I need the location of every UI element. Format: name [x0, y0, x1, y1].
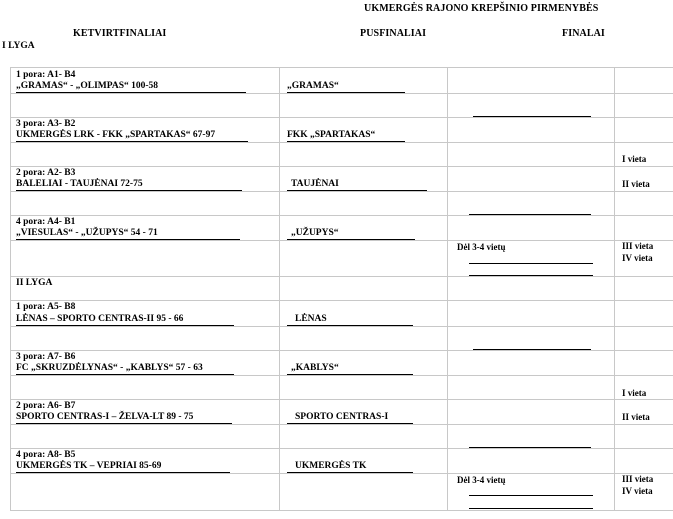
third-place-label: Dėl 3-4 vietų	[457, 242, 506, 252]
grid-line	[10, 276, 673, 277]
match-underline	[16, 423, 232, 424]
place-label: II vieta	[622, 412, 650, 422]
grid-line	[447, 67, 448, 510]
final-slot-line	[469, 447, 591, 448]
grid-line	[10, 448, 673, 449]
third-place-label: Dėl 3-4 vietų	[457, 475, 506, 485]
grid-line	[10, 300, 673, 301]
header-finals: FINALAI	[562, 28, 605, 39]
grid-line	[614, 67, 615, 510]
semifinalist-underline	[287, 239, 415, 240]
grid-line	[10, 67, 11, 510]
match-result: „GRAMAS“ - „OLIMPAS“ 100-58	[16, 81, 159, 91]
match-result: FC „SKRUZDĖLYNAS“ - „KABLYS“ 57 - 63	[16, 363, 203, 373]
third-place-line	[469, 263, 593, 264]
final-slot-line	[473, 349, 591, 350]
match-pair: 4 pora: A4- B1	[16, 217, 76, 227]
semifinalist-underline	[287, 325, 413, 326]
grid-line	[279, 67, 280, 510]
match-result: UKMERGĖS TK – VEPRIAI 85-69	[16, 461, 162, 471]
semifinalist-underline	[287, 190, 427, 191]
match-result: UKMERGĖS LRK - FKK „SPARTAKAS“ 67-97	[16, 130, 216, 140]
semifinalist-underline	[287, 423, 413, 424]
match-pair: 3 pora: A7- B6	[16, 352, 76, 362]
match-pair: 4 pora: A8- B5	[16, 450, 76, 460]
match-underline	[16, 92, 246, 93]
match-result: „VIESULAS“ - „UŽUPYS“ 54 - 71	[16, 228, 158, 238]
grid-line	[10, 350, 673, 351]
semifinalist: „GRAMAS“	[287, 81, 339, 91]
semifinalist: UKMERGĖS TK	[295, 461, 367, 471]
league-2-label: II LYGA	[16, 278, 53, 288]
match-pair: 3 pora: A3- B2	[16, 119, 76, 129]
match-underline	[16, 190, 242, 191]
place-label: IV vieta	[622, 253, 653, 263]
match-underline	[16, 141, 248, 142]
grid-line	[10, 326, 673, 327]
semifinalist-underline	[287, 374, 413, 375]
place-label: I vieta	[622, 154, 647, 164]
grid-line	[10, 510, 673, 511]
grid-line	[10, 117, 673, 118]
grid-line	[10, 93, 673, 94]
third-place-line	[469, 495, 593, 496]
semifinalist: „KABLYS“	[291, 363, 339, 373]
grid-line	[10, 240, 673, 241]
final-slot-line	[469, 214, 591, 215]
semifinalist: TAUJĖNAI	[291, 179, 339, 189]
grid-line	[10, 166, 673, 167]
semifinalist: „UŽUPYS“	[291, 228, 339, 238]
league-1-label: I LYGA	[2, 41, 35, 51]
place-label: I vieta	[622, 388, 647, 398]
semifinalist-underline	[287, 472, 413, 473]
match-underline	[16, 239, 240, 240]
grid-line	[10, 399, 673, 400]
place-label: IV vieta	[622, 486, 653, 496]
grid-line	[10, 191, 673, 192]
match-underline	[16, 325, 234, 326]
match-pair: 2 pora: A6- B7	[16, 401, 76, 411]
match-underline	[16, 472, 230, 473]
match-result: SPORTO CENTRAS-I – ŽELVA-LT 89 - 75	[16, 412, 194, 422]
semifinalist-underline	[287, 92, 405, 93]
final-slot-line	[473, 116, 591, 117]
match-pair: 2 pora: A2- B3	[16, 168, 76, 178]
grid-line	[10, 67, 673, 68]
match-result: LĖNAS – SPORTO CENTRAS-II 95 - 66	[16, 314, 184, 324]
semifinalist: FKK „SPARTAKAS“	[287, 130, 376, 140]
header-semifinals: PUSFINALIAI	[360, 28, 427, 39]
place-label: III vieta	[622, 241, 654, 251]
grid-line	[10, 215, 673, 216]
grid-line	[10, 424, 673, 425]
third-place-line	[469, 508, 593, 509]
match-result: BALELIAI - TAUJĖNAI 72-75	[16, 179, 143, 189]
grid-line	[10, 473, 673, 474]
semifinalist: SPORTO CENTRAS-I	[295, 412, 389, 422]
page-title: UKMERGĖS RAJONO KREPŠINIO PIRMENYBĖS	[364, 3, 599, 14]
place-label: III vieta	[622, 474, 654, 484]
match-underline	[16, 374, 234, 375]
header-quarterfinals: KETVIRTFINALIAI	[73, 28, 167, 39]
match-pair: 1 pora: A5- B8	[16, 302, 76, 312]
grid-line	[10, 142, 673, 143]
third-place-line	[469, 275, 593, 276]
semifinalist-underline	[287, 141, 405, 142]
place-label: II vieta	[622, 179, 650, 189]
grid-line	[10, 375, 673, 376]
match-pair: 1 pora: A1- B4	[16, 70, 76, 80]
semifinalist: LĖNAS	[295, 314, 327, 324]
